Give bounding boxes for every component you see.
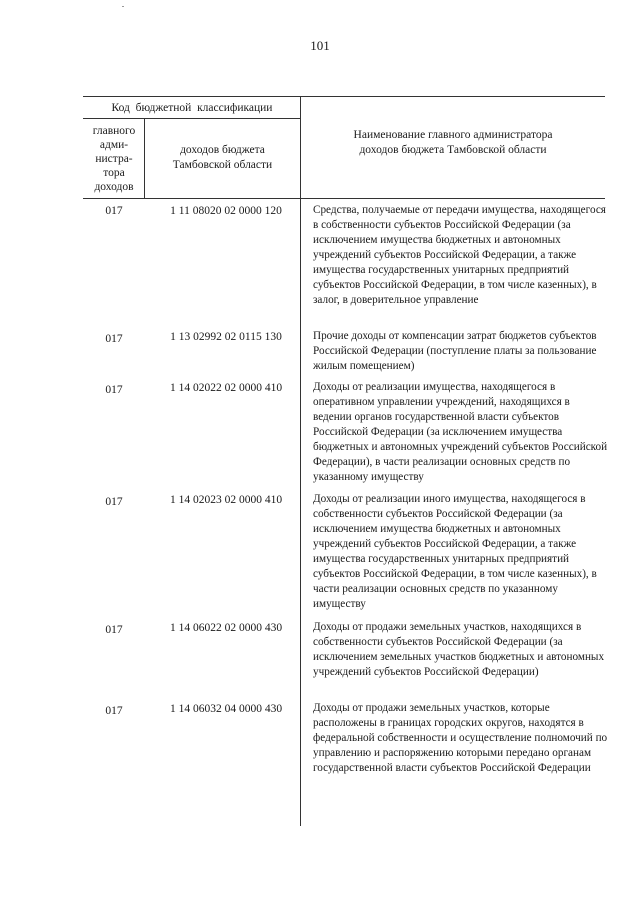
budget-classification-code: 1 14 06032 04 0000 430 xyxy=(169,703,283,715)
page-number: 101 xyxy=(310,38,330,53)
header-group-title: Код бюджетной классификации xyxy=(111,102,273,114)
header-bottom-border xyxy=(83,198,605,199)
budget-classification-code: 1 14 02022 02 0000 410 xyxy=(169,382,283,394)
revenue-name-cell: Прочие доходы от компенсации затрат бюджетов субъектов Российской Федерации (поступление платы за пользование жилым помещением) xyxy=(313,330,597,372)
table-top-border xyxy=(83,96,605,97)
revenue-name-cell: Доходы от реализации иного имущества, находящегося в собственности субъектов Российской Федерации (за исключением имущества бюджетных и автономных учреждений субъектов Российской Федерации, а также имущества государственных унитарных предприятий субъектов Российской Федерации, в том числе казенных), в части реализации основных средств по указанному имуществу xyxy=(313,493,597,610)
scan-speck xyxy=(122,6,124,7)
admin-code-cell: 017 xyxy=(105,384,123,396)
header-administrator-name: Наименование главного администратора доходов бюджета Тамбовской области xyxy=(353,129,553,156)
header-group-divider xyxy=(83,118,300,119)
revenue-name-cell: Средства, получаемые от передачи имущества, находящегося в собственности субъектов Российской Федерации (за исключением имущества бюджетных и автономных учреждений субъектов Российской Федерации, а также имущества государственных унитарных предприятий субъектов Российской Федерации, в том числе казенных), в залог, в доверительное управление xyxy=(313,204,606,306)
column-divider-2 xyxy=(300,96,301,826)
header-admin-code: главного адми- нистра- тора доходов xyxy=(92,125,136,193)
admin-code-cell: 017 xyxy=(105,205,123,217)
revenue-name-cell: Доходы от реализации имущества, находящегося в оперативном управлении учреждений, находящихся в ведении органов государственной власти субъектов Российской Федерации (за исключением имущества бюджетных и автономных учреждений субъектов Российской Федерации), в части реализации основных средств по указанному имуществу xyxy=(313,381,608,483)
admin-code-cell: 017 xyxy=(105,705,123,717)
budget-classification-code: 1 14 02023 02 0000 410 xyxy=(169,494,283,506)
revenue-name-cell: Доходы от продажи земельных участков, которые расположены в границах городских округов, находятся в федеральной собственности и осуществление полномочий по управлению и распоряжению которыми передано органам государственной власти субъектов Российской Федерации xyxy=(313,702,608,774)
budget-classification-code: 1 13 02992 02 0115 130 xyxy=(170,331,282,343)
admin-code-cell: 017 xyxy=(105,624,123,636)
header-budget-code: доходов бюджета Тамбовской области xyxy=(172,144,273,171)
budget-classification-code: 1 14 06022 02 0000 430 xyxy=(169,622,283,634)
revenue-name-cell: Доходы от продажи земельных участков, находящихся в собственности субъектов Российской Федерации (за исключением земельных участков бюджетных и автономных учреждений субъектов Российской Федерации) xyxy=(313,621,605,678)
admin-code-cell: 017 xyxy=(105,333,123,345)
admin-code-cell: 017 xyxy=(105,496,123,508)
budget-classification-code: 1 11 08020 02 0000 120 xyxy=(170,205,282,217)
